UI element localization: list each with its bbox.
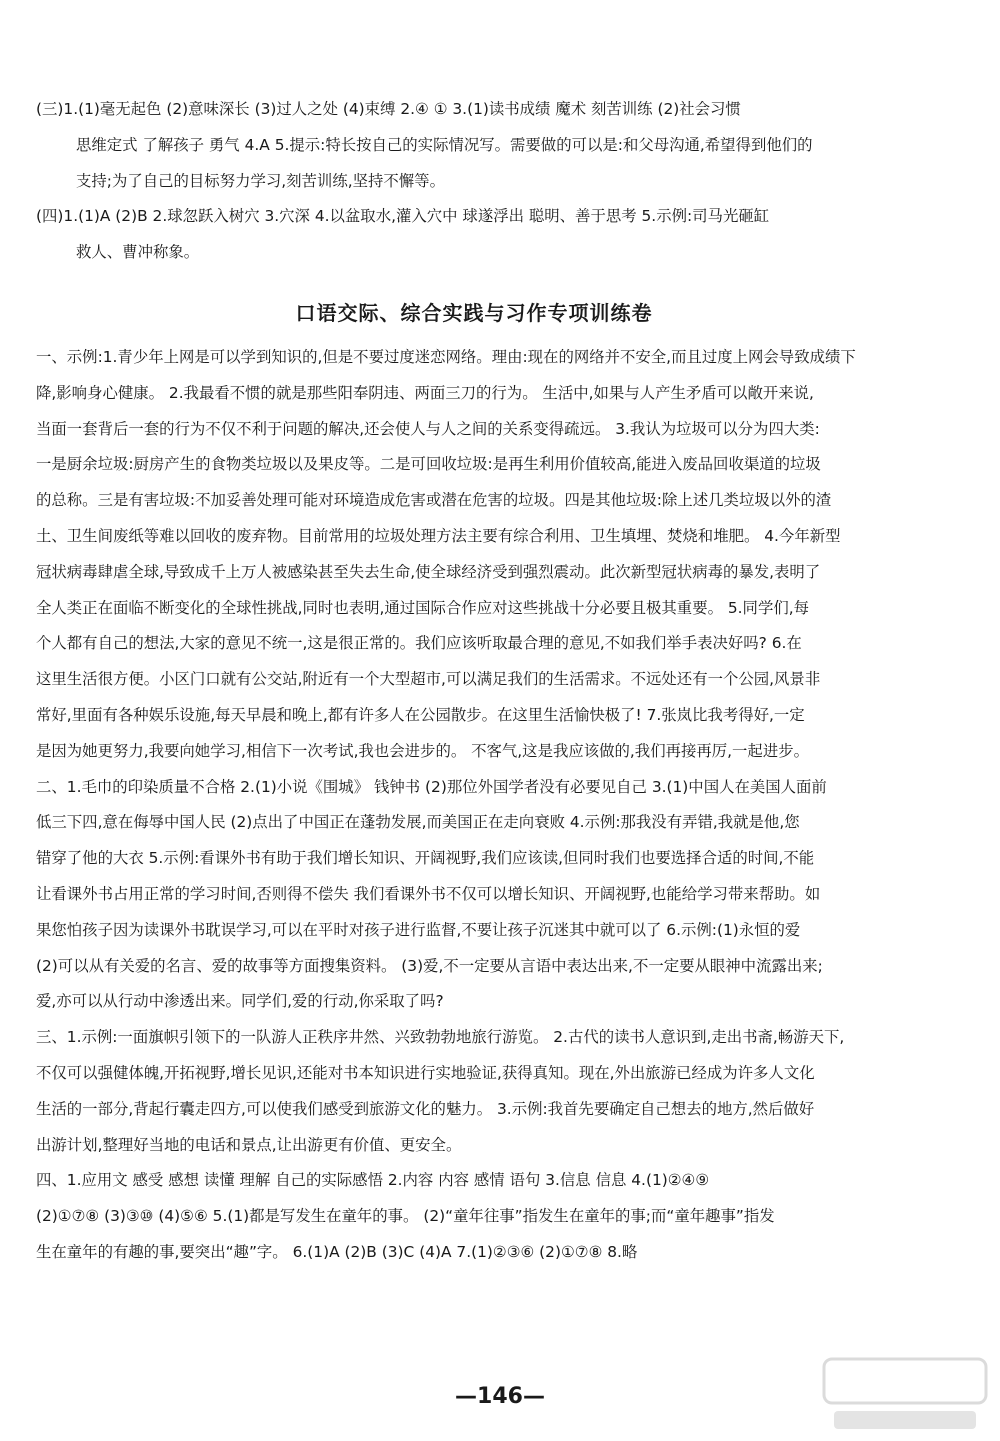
part-2-answers [36,770,912,1021]
page-number: —146— [455,1384,545,1409]
text-line: 二、1.毛巾的印染质量不合格 2.(1)小说《围城》 钱钟书 (2)那位外国学者没有必要见自己 3.(1)中国人在美国人面前 [36,777,827,796]
text-line: 思维定式 了解孩子 勇气 4.A 5.提示:特长按自己的实际情况写。需要做的可以是:和父母沟通,希望得到他们的 [76,135,813,154]
section-4-answers [36,199,912,271]
text-line: 低三下四,意在侮辱中国人民 (2)点出了中国正在蓬勃发展,而美国正在走向衰败 4.示例:那我没有弄错,我就是他,您 [36,813,800,832]
text-line: 当面一套背后一套的行为不仅不利于问题的解决,还会使人与人之间的关系变得疏远。 3.我认为垃圾可以分为四大类: [36,419,820,438]
text-line: (三)1.(1)毫无起色 (2)意味深长 (3)过人之处 (4)束缚 2.④ ① 3.(1)读书成绩 魔术 刻苦训练 (2)社会习惯 [36,100,741,118]
text-line: 支持;为了自己的目标努力学习,刻苦训练,坚持不懈等。 [76,171,445,190]
text-line: (四)1.(1)A (2)B 2.球忽跃入树穴 3.穴深 4.以盆取水,灌入穴中 球遂浮出 聪明、善于思考 5.示例:司马光砸缸 [36,207,770,226]
text-line: 救人、曹冲称象。 [76,243,200,262]
section-3-answers [36,92,912,199]
part-3-answers [36,1020,912,1163]
part-1-answers [36,340,912,770]
text-line: 让看课外书占用正常的学习时间,否则得不偿失 我们看课外书不仅可以增长知识、开阔视野,也能给学习带来帮助。如 [36,884,821,903]
text-line: 不仅可以强健体魄,开拓视野,增长见识,还能对书本知识进行实地验证,获得真知。现在,外出旅游已经成为许多人文化 [36,1063,815,1082]
text-line: 的总称。三是有害垃圾:不加妥善处理可能对环境造成危害或潜在危害的垃圾。四是其他垃圾:除上述几类垃圾以外的渣 [36,491,832,510]
text-line: 这里生活很方便。小区门口就有公交站,附近有一个大型超市,可以满足我们的生活需求。不远处还有一个公园,风景非 [36,670,821,689]
text-line: 三、1.示例:一面旗帜引领下的一队游人正秩序井然、兴致勃勃地旅行游览。 2.古代的读书人意识到,走出书斋,畅游天下, [36,1028,845,1047]
answer-page [36,92,912,1271]
text-line: 全人类正在面临不断变化的全球性挑战,同时也表明,通过国际合作应对这些挑战十分必要且极其重要。 5.同学们,每 [36,598,810,617]
text-line: 个人都有自己的想法,大家的意见不统一,这是很正常的。我们应该听取最合理的意见,不如我们举手表决好吗? 6.在 [36,634,802,653]
text-line: 是因为她更努力,我要向她学习,相信下一次考试,我也会进步的。 不客气,这是我应该做的,我们再接再厉,一起进步。 [36,741,809,760]
text-line: 四、1.应用文 感受 感想 读懂 理解 自己的实际感悟 2.内容 内容 感情 语句 3.信息 信息 4.(1)②④⑨ [36,1171,710,1190]
text-line: 一、示例:1.青少年上网是可以学到知识的,但是不要过度迷恋网络。理由:现在的网络并不安全,而且过度上网会导致成绩下 [36,347,856,366]
part-4-answers [36,1163,912,1270]
text-line: 错穿了他的大衣 5.示例:看课外书有助于我们增长知识、开阔视野,我们应该读,但同时我们也要选择合适的时间,不能 [36,849,815,868]
text-line: 生在童年的有趣的事,要突出“趣”字。 6.(1)A (2)B (3)C (4)A 7.(1)②③⑥ (2)①⑦⑧ 8.略 [36,1242,638,1261]
text-line: 冠状病毒肆虐全球,导致成千上万人被感染甚至失去生命,使全球经济受到强烈震动。此次新型冠状病毒的暴发,表明了 [36,562,821,581]
text-line: 常好,里面有各种娱乐设施,每天早晨和晚上,都有许多人在公园散步。在这里生活愉快极了! 7.张岚比我考得好,一定 [36,705,805,724]
text-line: 一是厨余垃圾:厨房产生的食物类垃圾以及果皮等。二是可回收垃圾:是再生利用价值较高,能进入废品回收渠道的垃圾 [36,455,821,474]
text-line: 降,影响身心健康。 2.我最看不惯的就是那些阳奉阴违、两面三刀的行为。 生活中,如果与人产生矛盾可以敞开来说, [36,383,814,402]
text-line: 果您怕孩子因为读课外书耽误学习,可以在平时对孩子进行监督,不要让孩子沉迷其中就可以了 6.示例:(1)永恒的爱 [36,920,801,939]
text-line: 生活的一部分,背起行囊走四方,可以使我们感受到旅游文化的魅力。 3.示例:我首先要确定自己想去的地方,然后做好 [36,1099,815,1118]
text-line: 土、卫生间废纸等难以回收的废弃物。目前常用的垃圾处理方法主要有综合利用、卫生填埋、焚烧和堆肥。 4.今年新型 [36,526,841,545]
text-line: 爱,亦可以从行动中渗透出来。同学们,爱的行动,你采取了吗? [36,992,444,1011]
text-line: (2)①⑦⑧ (3)③⑩ (4)⑤⑥ 5.(1)都是写发生在童年的事。 (2)“童年往事”指发生在童年的事;而“童年趣事”指发 [36,1207,775,1226]
watermark-logo [820,1355,990,1435]
text-line: 出游计划,整理好当地的电话和景点,让出游更有价值、更安全。 [36,1135,462,1154]
text-line: (2)可以从有关爱的名言、爱的故事等方面搜集资料。 (3)爱,不一定要从言语中表达出来,不一定要从眼神中流露出来; [36,956,823,975]
section-title: 口语交际、综合实践与习作专项训练卷 [295,300,653,325]
